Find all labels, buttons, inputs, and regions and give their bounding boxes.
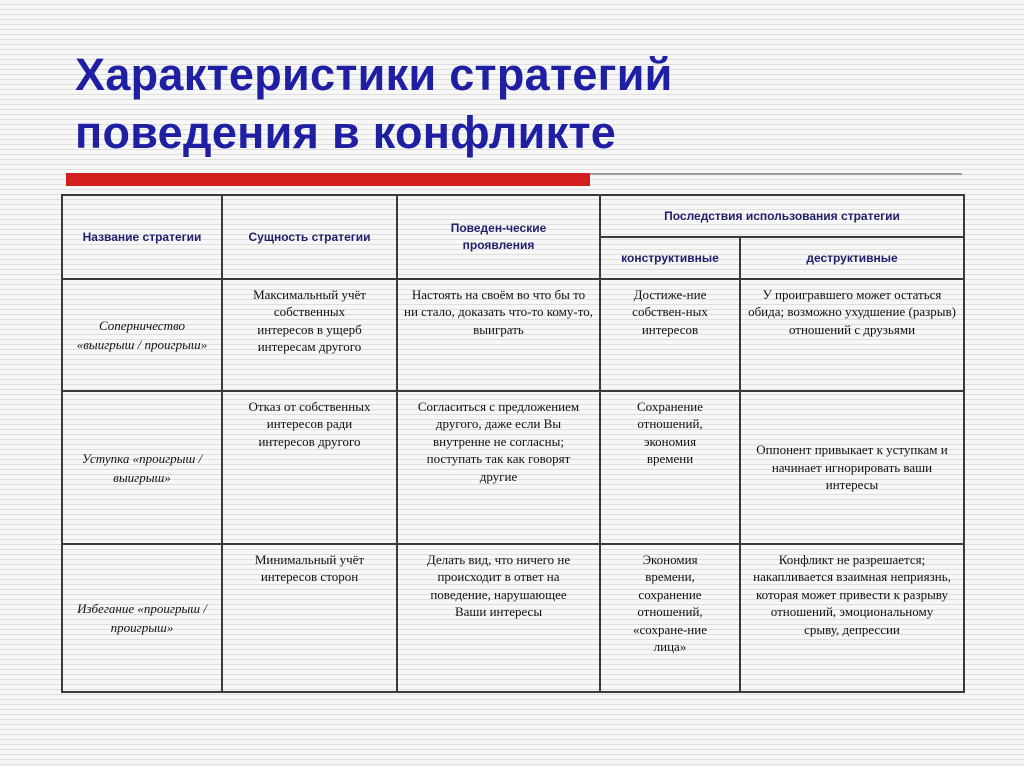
strategy-essence: Минимальный учёт интересов сторон [222,544,397,692]
title-underline-gray [590,173,962,175]
slide-title-line-2: поведения в конфликте [75,107,617,158]
header-constructive: конструктивные [600,237,740,279]
strategy-essence: Максимальный учёт собственных интересов в ущерб интересам другого [222,279,397,391]
strategy-constructive: Экономия времени, сохранение отношений, «сохране-ние лица» [600,544,740,692]
strategies-table [61,194,965,693]
header-strategy-name: Название стратегии [62,195,222,279]
strategy-destructive: Оппонент привыкает к уступкам и начинает игнорировать ваши интересы [740,391,964,544]
table-row [62,279,964,391]
header-strategy-essence: Сущность стратегии [222,195,397,279]
header-consequences: Последствия использования стратегии [600,195,964,237]
table-row [62,544,964,692]
strategy-name: Избегание «проигрыш / проигрыш» [62,544,222,692]
strategy-destructive: У проигравшего может остаться обида; возможно ухудшение (разрыв) отношений с друзьями [740,279,964,391]
strategy-behavior: Настоять на своём во что бы то ни стало, доказать что-то кому-то, выиграть [397,279,600,391]
strategy-constructive: Достиже-ние собствен-ных интересов [600,279,740,391]
header-destructive: деструктивные [740,237,964,279]
slide-title-line-1: Характеристики стратегий [75,49,673,100]
strategy-behavior: Согласиться с предложением другого, даже если Вы внутренне не согласны; поступать так как говорят другие [397,391,600,544]
header-behavior: Поведен-ческие проявления [397,195,600,279]
strategy-essence: Отказ от собственных интересов ради интересов другого [222,391,397,544]
strategy-destructive: Конфликт не разрешается; накапливается взаимная неприязнь, которая может привести к разрыву отношений, эмоциональному срыву, депрессии [740,544,964,692]
slide-title [75,46,673,162]
title-underline-red [66,173,590,186]
strategy-name: Соперничество «выигрыш / проигрыш» [62,279,222,391]
strategy-behavior: Делать вид, что ничего не происходит в ответ на поведение, нарушающее Ваши интересы [397,544,600,692]
table-row [62,391,964,544]
strategy-constructive: Сохранение отношений, экономия времени [600,391,740,544]
strategy-name: Уступка «проигрыш / выигрыш» [62,391,222,544]
